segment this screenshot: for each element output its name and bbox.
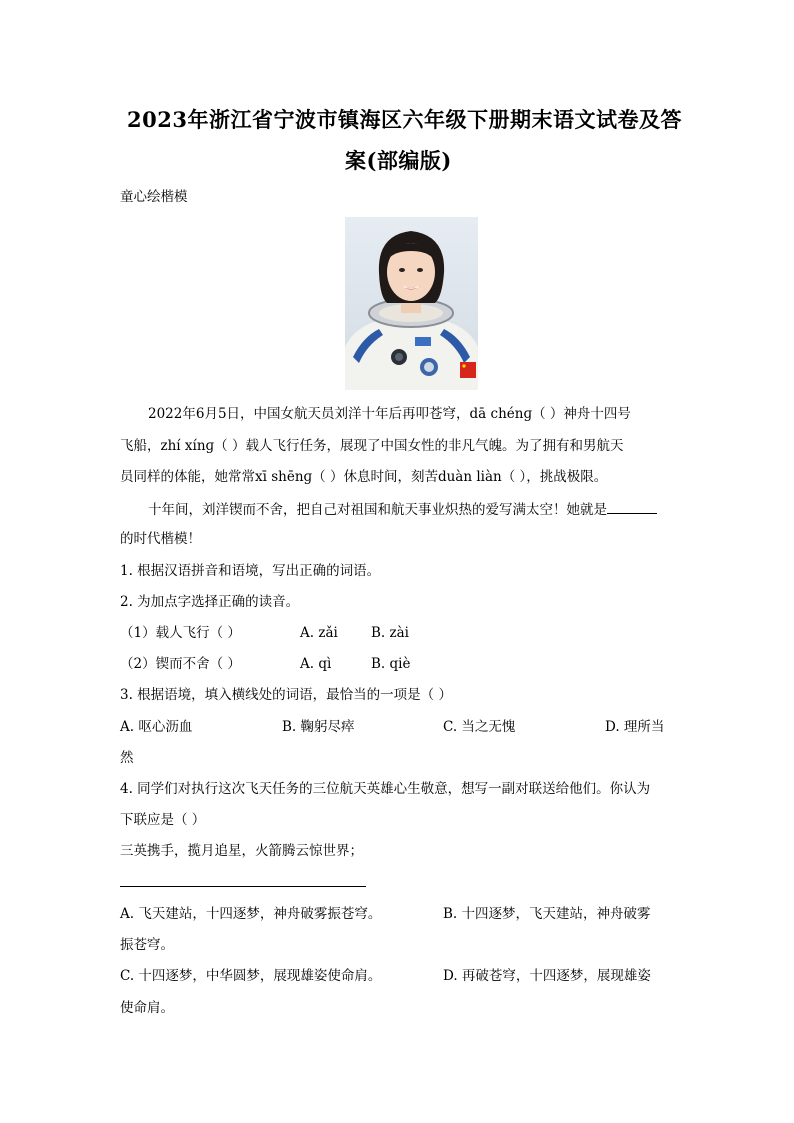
- question-1: 1. 根据汉语拼音和语境，写出正确的词语。: [120, 563, 381, 579]
- passage-p2-line2: 的时代楷模！: [120, 531, 201, 547]
- question-4-option-a[interactable]: A. 飞天建站，十四逐梦，神舟破雾振苍穹。: [120, 906, 382, 922]
- document-title-line1: 2023年浙江省宁波市镇海区六年级下册期末语文试卷及答: [127, 107, 682, 132]
- question-2-2-option-b[interactable]: B. qiè: [371, 656, 411, 672]
- astronaut-portrait-icon: [345, 217, 478, 390]
- question-3-option-c[interactable]: C. 当之无愧: [443, 719, 516, 735]
- question-4-option-d-wrap: 使命肩。: [120, 1000, 174, 1016]
- section-heading: 童心绘楷模: [120, 189, 188, 205]
- question-4-option-b[interactable]: B. 十四逐梦，飞天建站，神舟破雾: [443, 906, 651, 922]
- passage-p2-text: 十年间，刘洋锲而不舍，把自己对祖国和航天事业炽热的爱写满太空！她就是: [148, 502, 607, 518]
- question-2-2-stem: （2）锲而不舍（ ）: [120, 656, 241, 672]
- question-4-line2: 下联应是（ ）: [120, 812, 206, 828]
- question-3-option-a[interactable]: A. 呕心沥血: [120, 719, 193, 735]
- question-2-1-option-a[interactable]: A. zǎi: [300, 625, 338, 641]
- couplet-answer-line[interactable]: [120, 886, 366, 887]
- passage-p2-line1: [148, 499, 657, 519]
- question-2-2-option-a[interactable]: A. qì: [300, 656, 332, 672]
- couplet-upper-line: 三英携手，揽月追星，火箭腾云惊世界；: [120, 843, 363, 859]
- question-4-option-d[interactable]: D. 再破苍穹，十四逐梦，展现雄姿: [443, 968, 651, 984]
- question-2: 2. 为加点字选择正确的读音。: [120, 594, 300, 610]
- passage-p1-line1: 2022年6月5日，中国女航天员刘洋十年后再叩苍穹，dā chénɡ（ ）神舟十四号: [148, 406, 631, 422]
- answer-blank[interactable]: [607, 499, 657, 514]
- question-2-1-stem: （1）载人飞行（ ）: [120, 625, 241, 641]
- question-4-option-b-wrap: 振苍穹。: [120, 937, 174, 953]
- question-3-option-b[interactable]: B. 鞠躬尽瘁: [282, 719, 355, 735]
- document-title-line2: 案(部编版): [345, 148, 452, 173]
- question-4-option-c[interactable]: C. 十四逐梦，中华圆梦，展现雄姿使命肩。: [120, 968, 382, 984]
- astronaut-photo: [345, 217, 478, 390]
- question-3-option-d-wrap: 然: [120, 750, 134, 766]
- question-4-line1: 4. 同学们对执行这次飞天任务的三位航天英雄心生敬意，想写一副对联送给他们。你认为: [120, 781, 651, 797]
- question-3: 3. 根据语境，填入横线处的词语，最恰当的一项是（ ）: [120, 687, 452, 703]
- question-3-option-d[interactable]: D. 理所当: [605, 719, 665, 735]
- question-2-1-option-b[interactable]: B. zài: [371, 625, 409, 641]
- passage-p1-line2: 飞船，zhí xínɡ（ ）载人飞行任务，展现了中国女性的非凡气魄。为了拥有和男航天: [120, 438, 624, 454]
- passage-p1-line3: 员同样的体能，她常常xī shēnɡ（ ）休息时间，刻苦duàn liàn（ ），挑战极限。: [120, 469, 608, 485]
